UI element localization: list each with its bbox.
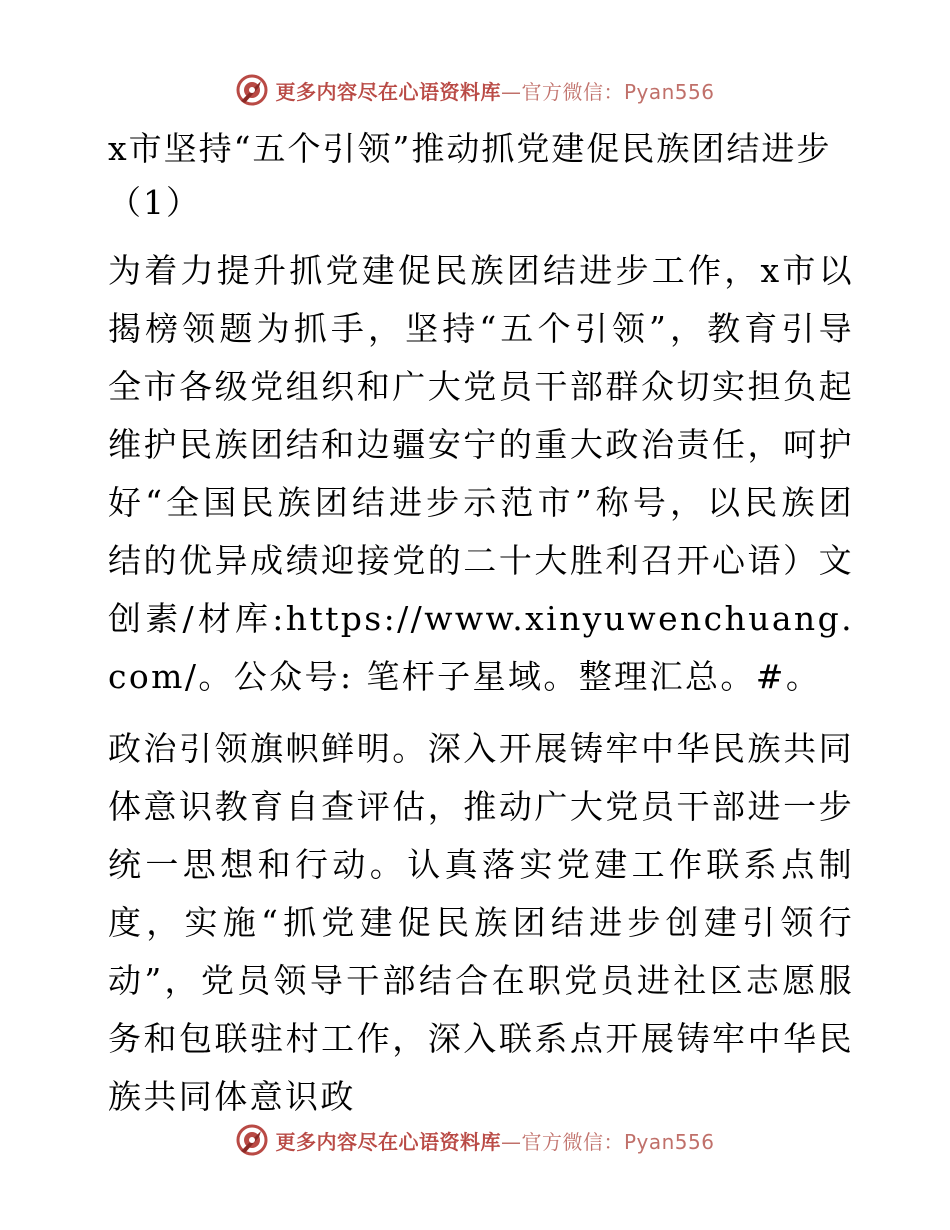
footer-banner-contact: —官方微信：Pyan556 (500, 1129, 715, 1154)
header-banner-text (275, 76, 714, 105)
document-body (98, 122, 854, 1126)
pen-logo-icon (235, 73, 269, 107)
footer-banner-brand: 更多内容尽在心语资料库 (275, 1129, 501, 1154)
header-banner-contact: —官方微信：Pyan556 (500, 79, 715, 104)
paragraph-intro: 为着力提升抓党建促民族团结进步工作，x市以揭榜领题为抓手，坚持“五个引领”，教育引导全市各级党组织和广大党员干部群众切实担负起维护民族团结和边疆安宁的重大政治责任，呵护好“全国民族团结进步示范市”称号，以民族团结的优异成绩迎接党的二十大胜利召开心语）文创素/材库:https://www.xinyuwenchuang.com/。公众号: 笔杆子星域。整理汇总。#。 (108, 251, 854, 696)
paragraph-political-leadership: 政治引领旗帜鲜明。深入开展铸牢中华民族共同体意识教育自查评估，推动广大党员干部进一步统一思想和行动。认真落实党建工作联系点制度，实施“抓党建促民族团结进步创建引领行动”，党员领导干部结合在职党员进社区志愿服务和包联驻村工作，深入联系点开展铸牢中华民族共同体意识政 (108, 729, 854, 1116)
header-banner-brand: 更多内容尽在心语资料库 (275, 79, 501, 104)
pen-logo-icon (235, 1123, 269, 1157)
footer-banner-text (275, 1126, 714, 1155)
document-title: x市坚持“五个引领”推动抓党建促民族团结进步（1） (108, 129, 832, 222)
header-banner (0, 70, 950, 110)
footer-banner (0, 1120, 950, 1160)
